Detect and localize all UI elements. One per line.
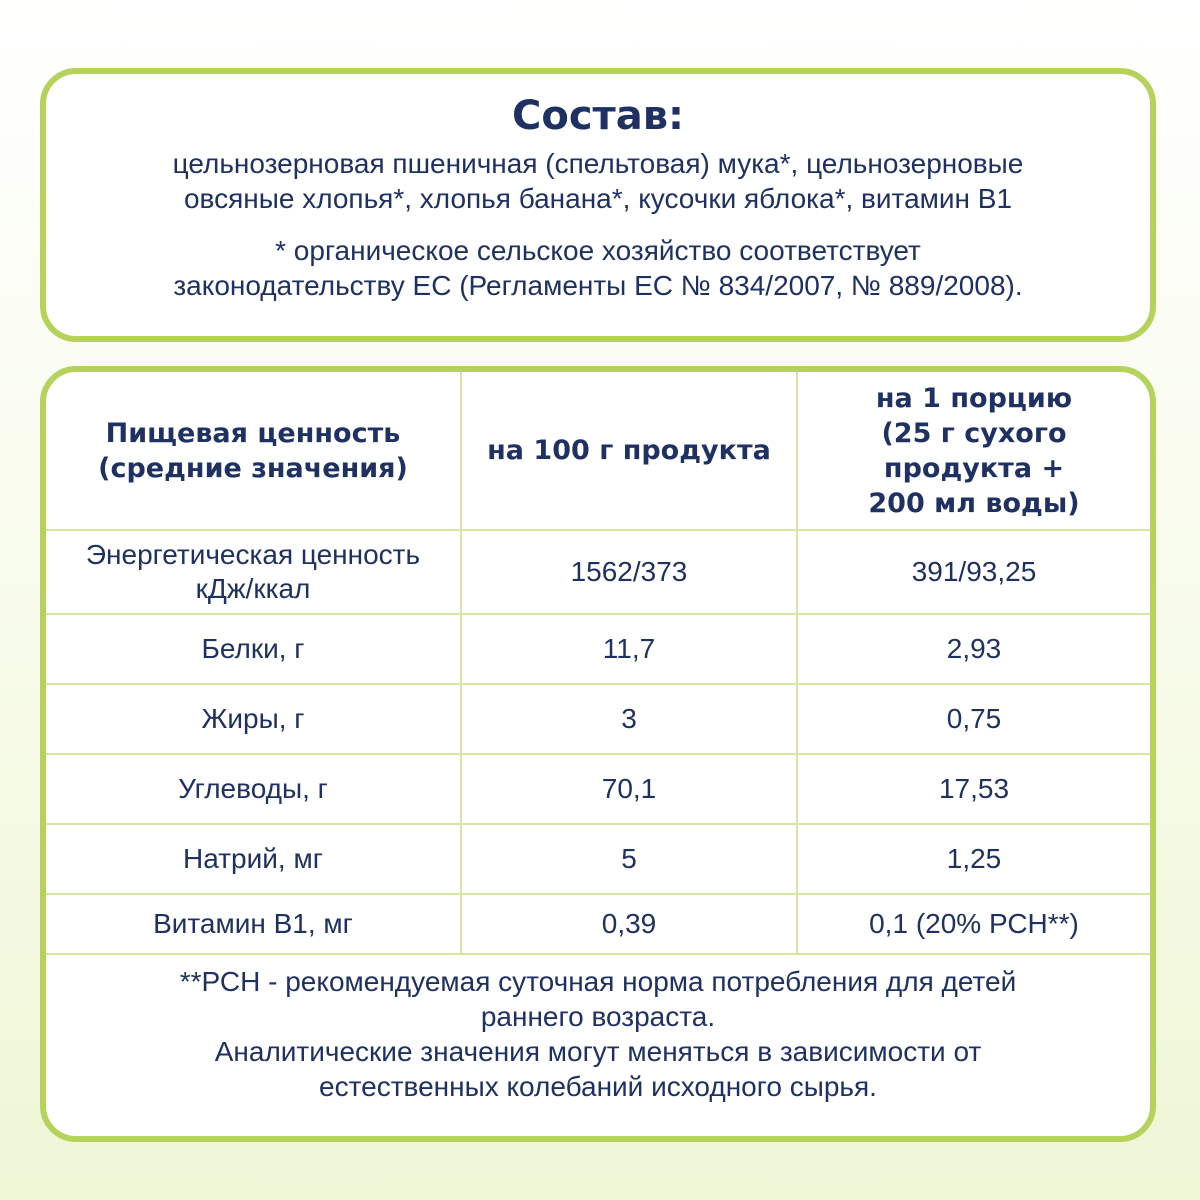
value-per-100g: 5 (461, 824, 797, 894)
composition-card (40, 68, 1156, 342)
footnote-line-1: **РСН - рекомендуемая суточная норма потребления для детей (179, 966, 1017, 997)
header-col3-line-4: 200 мл воды) (868, 487, 1080, 519)
footnote-line-4: естественных колебаний исходного сырья. (319, 1071, 877, 1102)
table-row (46, 824, 1150, 894)
value-per-100g: 70,1 (461, 754, 797, 824)
header-nutritional-value (46, 372, 461, 530)
header-col3-line-3: продукта + (883, 452, 1065, 484)
nutrient-name-line-2: кДж/ккал (195, 573, 311, 604)
composition-title: Состав: (511, 93, 685, 139)
value-per-portion: 2,93 (797, 614, 1150, 684)
organic-note-line-2: законодательству ЕС (Регламенты ЕС № 834/2007, № 889/2008). (173, 270, 1023, 301)
ingredients-line-2: овсяные хлопья*, хлопья банана*, кусочки яблока*, витамин В1 (183, 183, 1013, 214)
nutrient-name: Натрий, мг (46, 824, 461, 894)
table-row (46, 684, 1150, 754)
table-row (46, 614, 1150, 684)
header-col3-line-2: (25 г сухого (881, 417, 1067, 449)
header-col1-line-2: (средние значения) (98, 452, 408, 484)
value-per-100g: 11,7 (461, 614, 797, 684)
value-per-portion: 1,25 (797, 824, 1150, 894)
footnote-line-2: раннего возраста. (480, 1001, 716, 1032)
ingredients-line-1: цельнозерновая пшеничная (спельтовая) мука*, цельнозерновые (172, 148, 1024, 179)
footnote-line-3: Аналитические значения могут меняться в зависимости от (214, 1036, 982, 1067)
header-per-100g (461, 372, 797, 530)
organic-note-line-1: * органическое сельское хозяйство соответствует (275, 235, 921, 266)
footnote (46, 964, 1150, 1104)
header-col1-line-1: Пищевая ценность (105, 417, 401, 449)
value-per-portion: 391/93,25 (797, 530, 1150, 614)
header-per-portion (797, 372, 1150, 530)
nutrient-name: Углеводы, г (46, 754, 461, 824)
value-per-portion: 0,1 (20% РСН**) (797, 894, 1150, 954)
value-per-100g: 3 (461, 684, 797, 754)
nutrient-name-line-1: Энергетическая ценность (85, 539, 421, 570)
header-col2-label: на 100 г продукта (487, 435, 771, 466)
value-per-100g: 0,39 (461, 894, 797, 954)
table-row (46, 894, 1150, 954)
value-per-100g: 1562/373 (461, 530, 797, 614)
table-header-row (46, 372, 1150, 530)
nutrient-name: Жиры, г (46, 684, 461, 754)
value-per-portion: 17,53 (797, 754, 1150, 824)
nutrition-table (46, 372, 1150, 955)
table-row (46, 754, 1150, 824)
nutrient-name: Витамин В1, мг (46, 894, 461, 954)
header-col3-line-1: на 1 порцию (875, 382, 1073, 414)
nutrient-name (46, 530, 461, 614)
nutrient-name: Белки, г (46, 614, 461, 684)
value-per-portion: 0,75 (797, 684, 1150, 754)
nutrition-card (40, 366, 1156, 1142)
table-row (46, 530, 1150, 614)
